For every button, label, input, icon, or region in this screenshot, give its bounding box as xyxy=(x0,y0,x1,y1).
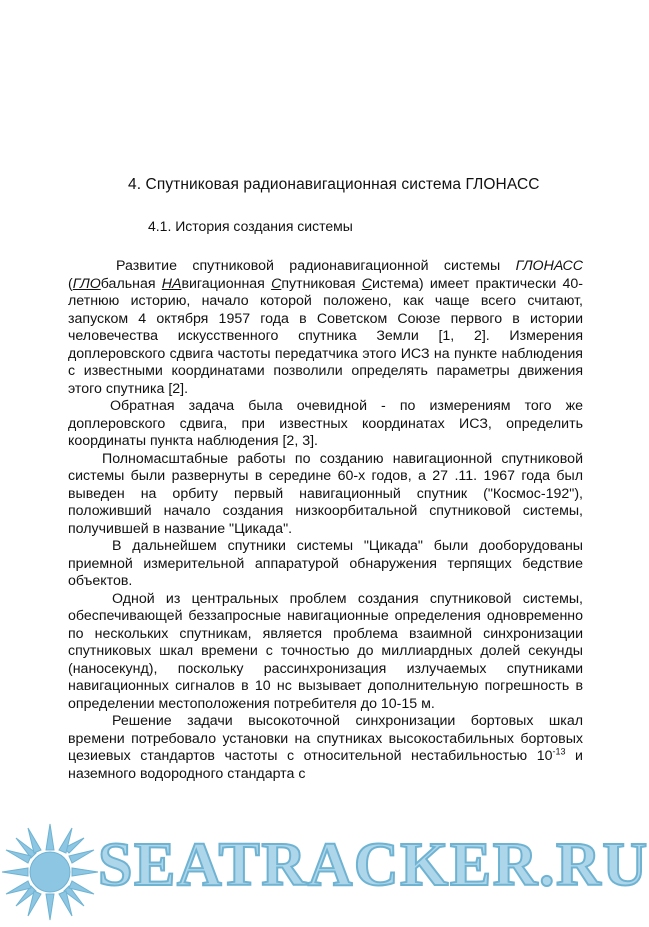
paragraph-4: В дальнейшем спутники системы "Цикада" были дооборудованы приемной измерительной аппаратурой обнаружения терпящих бедствие объектов. xyxy=(68,538,583,589)
chapter-title: 4. Спутниковая радионавигационная система ГЛОНАСС xyxy=(128,176,540,193)
paragraph-3: Полномасштабные работы по созданию навигационной спутниковой системы были развернуты в середине 60-х годов, а 27 .11. 1967 года был выведен на орбиту первый навигационный спутник ("Космос-192"), положивший начало создания низкоорбитальной спутниковой системы, получившей в название "Цикада". xyxy=(68,450,583,537)
paragraph-2: Обратная задача была очевидной - по измерениям того же доплеровского сдвига, при известных координатах ИСЗ, определить координаты пункта наблюдения [2, 3]. xyxy=(68,398,583,449)
glonass-term: ГЛОНАСС xyxy=(515,258,583,274)
sun-burst-icon xyxy=(0,822,100,922)
section-title: 4.1. История создания системы xyxy=(148,218,353,234)
watermark-text: SEATRACKER.RU xyxy=(98,831,649,899)
paragraph-6: Решение задачи высокоточной синхронизации бортовых шкал времени потребовало установки на спутниках высокостабильных бортовых цезиевых стандартов частоты с относительной нестабильностью $10^{-13}$ и наземного водородного стандарта с xyxy=(68,713,583,782)
body-text xyxy=(68,258,583,783)
watermark xyxy=(0,822,649,927)
superscript-exponent: -13 xyxy=(552,746,566,757)
paragraph-1: Развитие спутниковой радионавигационной системы ГЛОНАСС (ГЛОбальная НАвигационная Спутниковая Система) имеет практически 40-летнюю историю, начало которой положено, как чаще всего считают, запуском 4 октября 1957 года в Советском Союзе первого в истории человечества искусственного спутника Земли [1, 2]. Измерения доплеровского сдвига частоты передатчика этого ИСЗ на пункте наблюдения с известными координатами позволили определять параметры движения этого спутника [2]. xyxy=(68,258,583,397)
paragraph-5: Одной из центральных проблем создания спутниковой системы, обеспечивающей беззапросные навигационные определения одновременно по нескольких спутникам, является проблема взаимной синхронизации спутниковых шкал времени с точностью до миллиардных долей секунды (наносекунд), поскольку рассинхронизация излучаемых спутниками навигационных сигналов в 10 нс вызывает дополнительную погрешность в определении местоположения потребителя до 10-15 м. xyxy=(68,590,583,712)
